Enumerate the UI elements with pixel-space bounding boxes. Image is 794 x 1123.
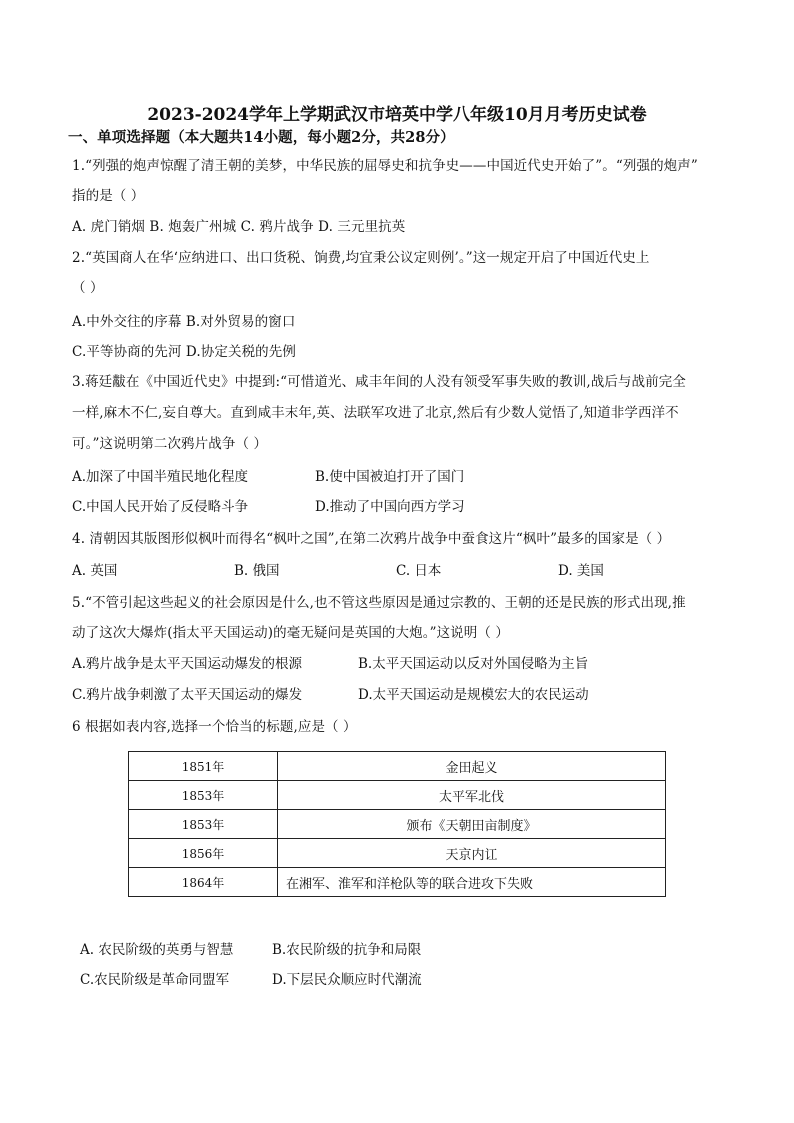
q3-option-b: B.使中国被迫打开了国门 — [315, 469, 465, 485]
q1-options: A. 虎门销烟 B. 炮轰广州城 C. 鸦片战争 D. 三元里抗英 — [72, 219, 406, 235]
q6-events-table — [128, 751, 666, 897]
q2-stem-line2: （ ） — [72, 280, 104, 296]
q4-option-c: C. 日本 — [396, 563, 442, 579]
table-row — [129, 868, 666, 897]
table-year-cell: 1853年 — [129, 810, 278, 839]
q3-stem-line1: 3.蒋廷黻在《中国近代史》中提到:“可惜道光、咸丰年间的人没有领受军事失败的教训,战后与战前完全 — [72, 374, 686, 390]
q6-option-b: B.农民阶级的抗争和局限 — [272, 942, 422, 958]
table-year-cell: 1864年 — [129, 868, 278, 897]
table-row — [129, 752, 666, 781]
table-row — [129, 781, 666, 810]
q3-stem-line2: 一样,麻木不仁,妄自尊大。直到咸丰末年,英、法联军攻进了北京,然后有少数人觉悟了,知道非学西洋不 — [72, 405, 679, 421]
q2-options-ab: A.中外交往的序幕 B.对外贸易的窗口 — [72, 314, 296, 330]
q2-stem-line1: 2.“英国商人在华‘应纳进口、出口货税、饷费,均宜秉公议定则例’。”这一规定开启了中国近代史上 — [72, 250, 650, 266]
q3-stem-line3: 可。”这说明第二次鸦片战争（ ） — [72, 436, 268, 452]
q6-option-c: C.农民阶级是革命同盟军 — [80, 972, 230, 988]
table-event-cell: 在湘军、淮军和洋枪队等的联合进攻下失败 — [278, 868, 666, 897]
q6-option-a: A. 农民阶级的英勇与智慧 — [80, 942, 234, 958]
q5-option-b: B.太平天国运动以反对外国侵略为主旨 — [358, 656, 589, 672]
q3-option-c: C.中国人民开始了反侵略斗争 — [72, 499, 249, 515]
q1-stem-line2: 指的是（ ） — [72, 188, 145, 204]
q5-option-c: C.鸦片战争刺激了太平天国运动的爆发 — [72, 687, 303, 703]
table-year-cell: 1851年 — [129, 752, 278, 781]
q5-stem-line1: 5.“不管引起这些起义的社会原因是什么,也不管这些原因是通过宗教的、王朝的还是民族的形式出现,推 — [72, 595, 686, 611]
q4-stem: 4. 清朝因其版图形似枫叶而得名“枫叶之国”,在第二次鸦片战争中蚕食这片“枫叶”最多的国家是（ ） — [72, 531, 671, 547]
section-heading: 一、单项选择题（本大题共14小题，每小题2分，共28分） — [68, 129, 455, 146]
q3-option-a: A.加深了中国半殖民地化程度 — [72, 469, 249, 485]
q5-option-d: D.太平天国运动是规模宏大的农民运动 — [358, 687, 589, 703]
q6-option-d: D.下层民众顺应时代潮流 — [272, 972, 422, 988]
exam-title: 2023-2024学年上学期武汉市培英中学八年级10月月考历史试卷 — [147, 105, 647, 125]
q1-stem-line1: 1.“列强的炮声惊醒了清王朝的美梦，中华民族的屈辱史和抗争史——中国近代史开始了”。“列强的炮声” — [72, 158, 698, 174]
table-event-cell: 太平军北伐 — [278, 781, 666, 810]
q6-stem: 6 根据如表内容,选择一个恰当的标题,应是（ ） — [72, 719, 357, 735]
table-row — [129, 810, 666, 839]
q3-option-d: D.推动了中国向西方学习 — [315, 499, 465, 515]
q5-stem-line2: 动了这次大爆炸(指太平天国运动)的毫无疑问是英国的大炮。”这说明（ ） — [72, 625, 509, 641]
table-year-cell: 1853年 — [129, 781, 278, 810]
q4-option-b: B. 俄国 — [234, 563, 280, 579]
table-year-cell: 1856年 — [129, 839, 278, 868]
table-event-cell: 天京内讧 — [278, 839, 666, 868]
table-event-cell: 颁布《天朝田亩制度》 — [278, 810, 666, 839]
q4-option-d: D. 美国 — [558, 563, 604, 579]
q2-options-cd: C.平等协商的先河 D.协定关税的先例 — [72, 344, 296, 360]
table-row — [129, 839, 666, 868]
table-event-cell: 金田起义 — [278, 752, 666, 781]
q5-option-a: A.鸦片战争是太平天国运动爆发的根源 — [72, 656, 303, 672]
q4-option-a: A. 英国 — [72, 563, 118, 579]
